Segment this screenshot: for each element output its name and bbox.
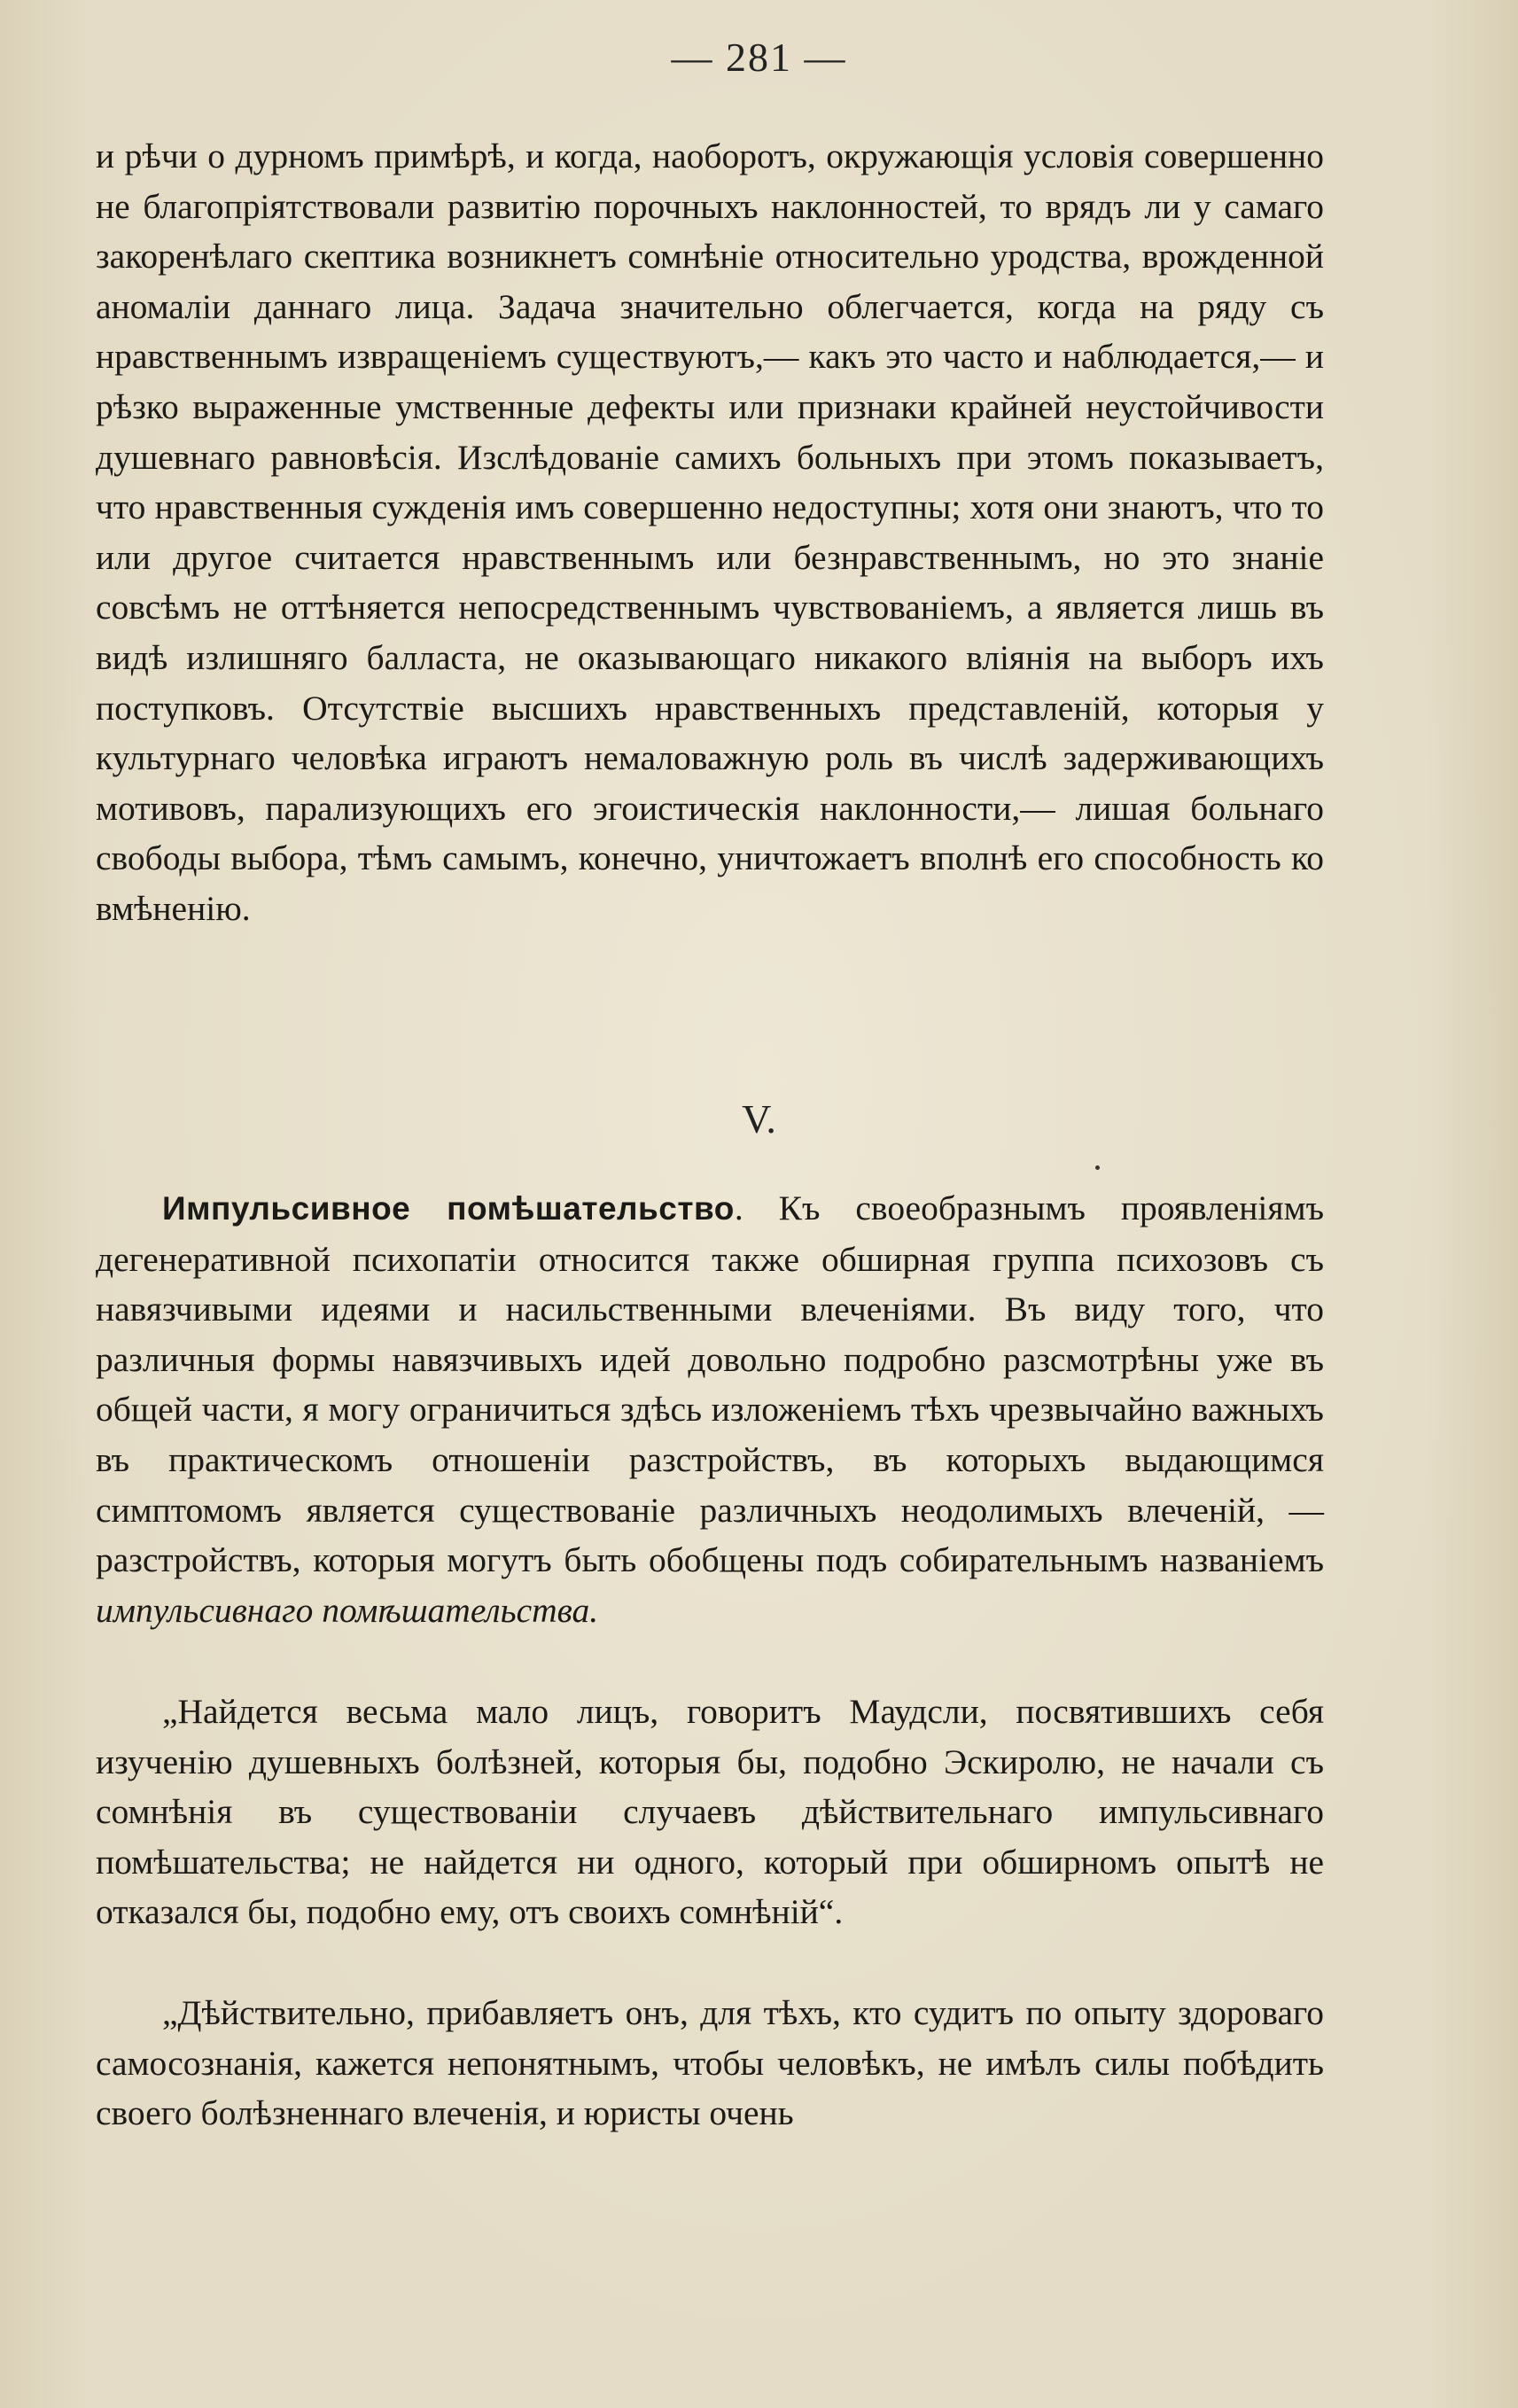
paragraph-2 [96,1183,1324,1635]
paragraph-2-body: . Къ своеобразнымъ проявленіямъ дегенеративной психопатіи относится также обширная группа психозовъ съ навязчивыми идеями и насильственными влеченіями. Въ виду того, что различныя формы навязчивыхъ идей довольно подробно разсмотрѣны уже въ общей части, я могу ограничиться здѣсь изложеніемъ тѣхъ чрезвычайно важныхъ въ практическомъ отношеніи разстройствъ, въ которыхъ выдающимся симптомомъ является существованіе различныхъ неодолимыхъ влеченій, — разстройствъ, которыя могутъ быть обобщены подъ собирательнымъ названіемъ [96,1188,1324,1580]
section-term: Импульсивное помѣшательство [162,1190,735,1227]
ink-speck [1095,1165,1100,1170]
paragraph-3-text: „Найдется весьма мало лицъ, говоритъ Маудсли, посвятившихъ себя изученію душевныхъ болѣзней, которыя бы, подобно Эскиролю, не начали съ сомнѣнія въ существованіи случаевъ дѣйствительнаго импульсивнаго помѣшательства; не найдется ни одного, который при обширномъ опытѣ не отказался бы, подобно ему, отъ своихъ сомнѣній“. [96,1692,1324,1932]
paragraph-4 [96,1988,1324,2139]
section-heading: V. [742,1096,776,1142]
page-number: — 281 — [671,35,847,80]
paragraph-3 [96,1687,1324,1937]
paragraph-1-text: и рѣчи о дурномъ примѣрѣ, и когда, наоборотъ, окружающія условія совершенно не благопріятствовали развитію порочныхъ наклонностей, то врядъ ли у самаго закоренѣлаго скептика возникнетъ сомнѣніе относительно уродства, врожденной аномаліи даннаго лица. Задача значительно облегчается, когда на ряду съ нравственнымъ извращеніемъ существуютъ,— какъ это часто и наблюдается,— и рѣзко выраженные умственные дефекты или признаки крайней неустойчивости душевнаго равновѣсія. Изслѣдованіе самихъ больныхъ при этомъ показываетъ, что нравственныя сужденія имъ совершенно недоступны; хотя они знаютъ, что то или другое считается нравственнымъ или безнравственнымъ, но это знаніе совсѣмъ не оттѣняется непосредственнымъ чувствованіемъ, а является лишь въ видѣ излишняго балласта, не оказывающаго никакого вліянія на выборъ ихъ поступковъ. Отсутствіе высшихъ нравственныхъ представленій, которыя у культурнаго человѣка играютъ немаловажную роль въ числѣ задерживающихъ мотивовъ, парализующихъ его эгоистическія наклонности,— лишая больнаго свободы выбора, тѣмъ самымъ, конечно, уничтожаетъ вполнѣ его способность ко вмѣненію. [96,136,1324,928]
paragraph-2-text [96,1183,1324,1635]
paragraph-1 [96,131,1324,934]
paragraph-2-italic-term: импульсивнаго помѣшательства. [96,1590,599,1630]
paragraph-4-text: „Дѣйствительно, прибавляетъ онъ, для тѣхъ, кто судитъ по опыту здороваго самосознанія, кажется непонятнымъ, чтобы человѣкъ, не имѣлъ силы побѣдить своего болѣзненнаго влеченія, и юристы очень [96,1993,1324,2133]
